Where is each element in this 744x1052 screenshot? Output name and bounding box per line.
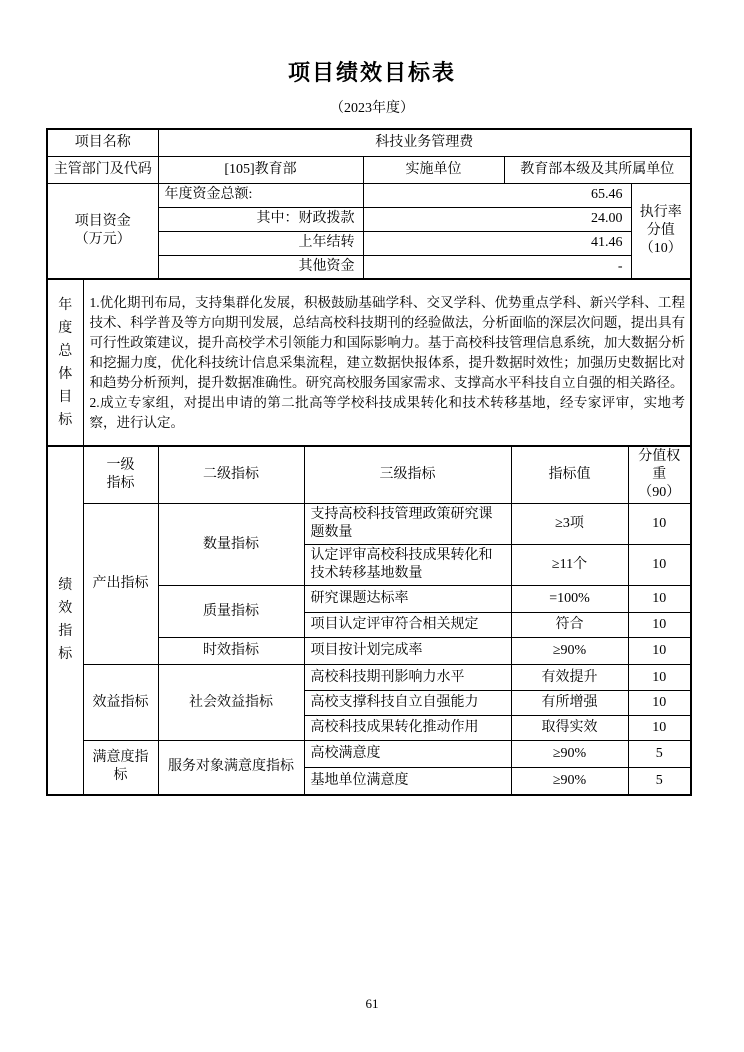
header-weight-line2: （90） — [638, 485, 681, 500]
indicator-header-row — [47, 446, 691, 504]
funding-row-value: 65.46 — [363, 183, 631, 207]
header-value: 指标值 — [511, 446, 628, 504]
level2-indicator: 数量指标 — [158, 504, 304, 586]
indicator-weight: 5 — [628, 741, 691, 768]
document-subtitle: （2023年度） — [330, 101, 414, 116]
indicator-value: 有所增强 — [511, 691, 628, 716]
level3-indicator: 支持高校科技管理政策研究课题数量 — [304, 504, 511, 545]
funding-row-label: 上年结转 — [158, 231, 363, 255]
indicator-weight: 10 — [628, 691, 691, 716]
header-level1-line2: 指标 — [106, 476, 135, 491]
indicator-row — [47, 665, 691, 691]
indicator-value: 有效提升 — [511, 665, 628, 691]
dept-label: 主管部门及代码 — [47, 156, 158, 183]
level3-indicator: 项目认定评审符合相关规定 — [304, 613, 511, 638]
indicator-value: ≥90% — [511, 768, 628, 795]
level3-indicator: 项目按计划完成率 — [304, 638, 511, 665]
table-row — [47, 156, 691, 183]
header-level1-line1: 一级 — [106, 458, 135, 473]
level3-indicator: 高校科技期刊影响力水平 — [304, 665, 511, 691]
indicator-weight: 10 — [628, 638, 691, 665]
table-row — [47, 129, 691, 156]
annual-goal-item-2: 2.成立专家组，对提出申请的第二批高等学校科技成果转化和技术转移基地，经专家评审，实地考察，进行认定。 — [89, 394, 685, 430]
project-info-table — [46, 128, 692, 280]
indicator-weight: 10 — [628, 504, 691, 545]
funding-row-label: 其他资金 — [158, 255, 363, 279]
level1-indicator: 满意度指标 — [83, 741, 158, 795]
indicator-value: ≥90% — [511, 741, 628, 768]
document-title: 项目绩效目标表 — [287, 60, 456, 85]
impl-unit-label: 实施单位 — [363, 156, 504, 183]
table-row — [47, 279, 691, 446]
indicators-side-label-text: 绩效指标 — [58, 578, 73, 663]
indicator-value: ≥11个 — [511, 545, 628, 586]
rate-line1: 执行率 — [639, 204, 682, 220]
indicator-weight: 5 — [628, 768, 691, 795]
indicator-value: ≥90% — [511, 638, 628, 665]
level1-indicator: 产出指标 — [83, 504, 158, 665]
annual-goal-table — [46, 278, 692, 447]
level1-indicator: 效益指标 — [83, 665, 158, 741]
indicator-value: ≥3项 — [511, 504, 628, 545]
funding-label-line2: （万元） — [74, 231, 131, 247]
funding-row-label: 其中：财政拨款 — [158, 207, 363, 231]
header-level2: 二级指标 — [158, 446, 304, 504]
header-level3: 三级指标 — [304, 446, 511, 504]
indicator-weight: 10 — [628, 545, 691, 586]
level3-indicator: 基地单位满意度 — [304, 768, 511, 795]
performance-indicators-table — [46, 445, 692, 796]
level3-indicator: 认定评审高校科技成果转化和技术转移基地数量 — [304, 545, 511, 586]
level3-indicator: 高校满意度 — [304, 741, 511, 768]
indicator-value: =100% — [511, 586, 628, 613]
header-weight-line1: 分值权重 — [638, 449, 681, 482]
impl-unit-value: 教育部本级及其所属单位 — [504, 156, 691, 183]
indicator-row — [47, 504, 691, 545]
project-name-value: 科技业务管理费 — [158, 129, 691, 156]
funding-row-value: 24.00 — [363, 207, 631, 231]
indicator-value: 符合 — [511, 613, 628, 638]
level2-indicator: 服务对象满意度指标 — [158, 741, 304, 795]
header-weight — [628, 446, 691, 504]
indicator-weight: 10 — [628, 613, 691, 638]
level2-indicator: 社会效益指标 — [158, 665, 304, 741]
level3-indicator: 高校支撑科技自立自强能力 — [304, 691, 511, 716]
indicator-weight: 10 — [628, 716, 691, 741]
funding-label-line1: 项目资金 — [74, 213, 131, 229]
indicator-weight: 10 — [628, 586, 691, 613]
level2-indicator: 质量指标 — [158, 586, 304, 638]
annual-goal-side-label-text: 年度总体目标 — [58, 297, 73, 428]
funding-section-label — [47, 183, 158, 279]
annual-goal-text — [83, 279, 691, 446]
dept-value: [105]教育部 — [158, 156, 363, 183]
rate-line3: （10） — [639, 240, 682, 256]
annual-goal-item-1: 1.优化期刊布局，支持集群化发展，积极鼓励基础学科、交叉学科、优势重点学科、新兴学科、工程技术、科学普及等方向期刊发展，总结高校科技期刊的经验做法，分析面临的深层次问题，提出具有可行性政策建议，提升高校学术引领能力和国际影响力。基于高校科技管理信息系统，加大数据分析和挖掘力度，优化科技统计信息采集流程，建立数据快报体系，提升数据时效性；加强历史数据比对和趋势分析预判，提升数据准确性。研究高校服务国家需求、支撑高水平科技自立自强的相关路径。 — [89, 294, 685, 390]
project-name-label: 项目名称 — [47, 129, 158, 156]
level3-indicator: 高校科技成果转化推动作用 — [304, 716, 511, 741]
level3-indicator: 研究课题达标率 — [304, 586, 511, 613]
funding-row-value: - — [363, 255, 631, 279]
annual-goal-side-label — [47, 279, 83, 446]
page-number: 61 — [365, 996, 379, 1011]
funding-row-label: 年度资金总额: — [158, 183, 363, 207]
rate-line2: 分值 — [646, 222, 675, 238]
level2-indicator: 时效指标 — [158, 638, 304, 665]
indicator-row — [47, 741, 691, 768]
indicator-value: 取得实效 — [511, 716, 628, 741]
indicators-side-label — [47, 446, 83, 795]
table-row — [47, 183, 691, 207]
indicator-weight: 10 — [628, 665, 691, 691]
funding-row-value: 41.46 — [363, 231, 631, 255]
execution-rate-score-label — [631, 183, 691, 279]
header-level1 — [83, 446, 158, 504]
